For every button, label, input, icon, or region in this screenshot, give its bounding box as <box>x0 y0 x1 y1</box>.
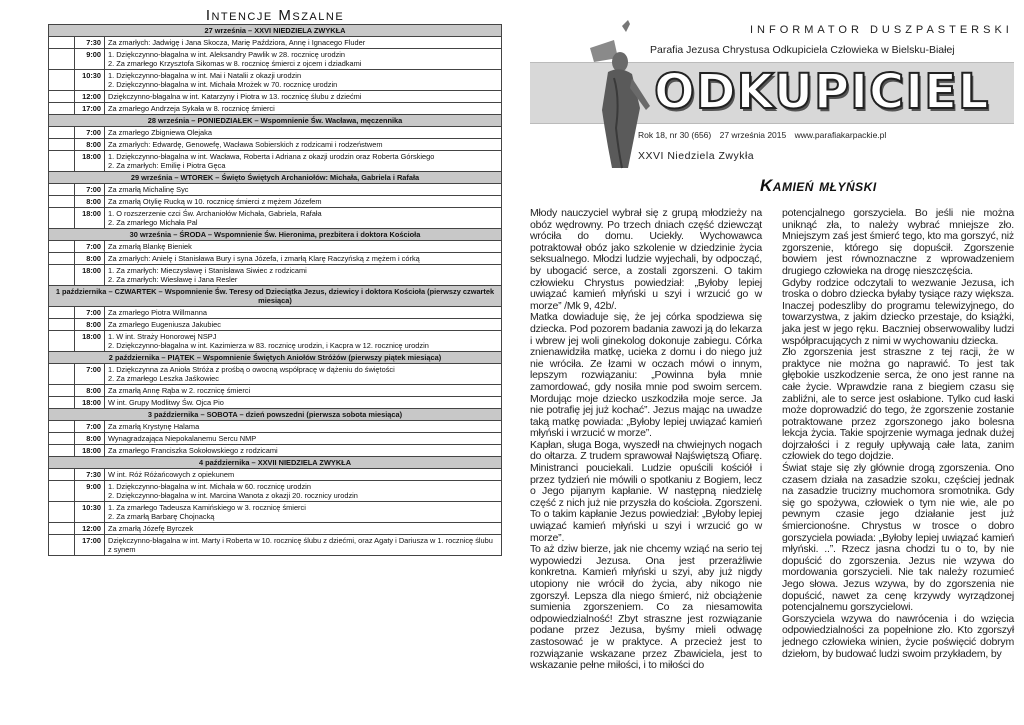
liturgical-sunday: XXVI Niedziela Zwykła <box>638 150 755 162</box>
mass-row <box>49 364 502 385</box>
row-margin <box>49 481 75 502</box>
mass-time: 8:00 <box>75 319 105 331</box>
mass-intention: Dziękczynno-błagalna w int. Katarzyny i Piotra w 13. rocznicę ślubu z dziećmi <box>105 91 502 103</box>
row-margin <box>49 265 75 286</box>
mass-row <box>49 91 502 103</box>
day-header: 29 września – WTOREK – Święto Świętych Archaniołów: Michała, Gabriela i Rafała <box>49 172 502 184</box>
mass-time: 7:30 <box>75 37 105 49</box>
day-header-row <box>49 457 502 469</box>
mass-intention: Za zmarłego Franciszka Sokołowskiego z rodzicami <box>105 445 502 457</box>
mass-intention: Za zmarłą Józefę Byrczek <box>105 523 502 535</box>
mass-row <box>49 265 502 286</box>
informator-label: INFORMATOR DUSZPASTERSKI <box>750 24 1013 36</box>
mass-intention: Za zmarłego Zbigniewa Olejaka <box>105 127 502 139</box>
day-header-row <box>49 286 502 307</box>
day-header-row <box>49 115 502 127</box>
mass-intention: 1. Dziękczynno-błagalna w int. Aleksandry Pawlik w 28. rocznicę urodzin 2. Za zmarłego Krzysztofa Sikomas w 8. rocznicę śmierci z ojcem i dziadkami <box>105 49 502 70</box>
mass-row <box>49 433 502 445</box>
mass-time: 17:00 <box>75 535 105 556</box>
mass-time: 8:00 <box>75 385 105 397</box>
mass-row <box>49 481 502 502</box>
mass-row <box>49 151 502 172</box>
row-margin <box>49 385 75 397</box>
row-margin <box>49 445 75 457</box>
row-margin <box>49 331 75 352</box>
day-header-row <box>49 172 502 184</box>
issue-number: Rok 18, nr 30 (656) <box>638 130 712 140</box>
row-margin <box>49 469 75 481</box>
mass-intention: Za zmarłych: Jadwigę i Jana Skocza, Marię Paździora, Annę i Ignacego Fluder <box>105 37 502 49</box>
row-margin <box>49 91 75 103</box>
row-margin <box>49 151 75 172</box>
mass-time: 8:00 <box>75 433 105 445</box>
article-column-1 <box>530 208 762 672</box>
mass-time: 7:00 <box>75 127 105 139</box>
issue-info <box>638 130 892 140</box>
mass-intention: W int. Grupy Modlitwy Św. Ojca Pio <box>105 397 502 409</box>
row-margin <box>49 535 75 556</box>
row-margin <box>49 196 75 208</box>
row-margin <box>49 502 75 523</box>
mass-time: 12:00 <box>75 523 105 535</box>
mass-time: 18:00 <box>75 208 105 229</box>
intentions-panel <box>48 8 502 556</box>
mass-row <box>49 502 502 523</box>
parish-name: Parafia Jezusa Chrystusa Odkupiciela Człowieka w Bielsku-Białej <box>650 44 955 56</box>
mass-time: 7:00 <box>75 364 105 385</box>
bulletin-title: ODKUPICIEL <box>654 64 990 120</box>
mass-time: 7:00 <box>75 421 105 433</box>
day-header: 3 października – SOBOTA – dzień powszedni (pierwsza sobota miesiąca) <box>49 409 502 421</box>
article-text-2: potencjalnego gorszyciela. Bo jeśli nie można uniknąć zła, to należy wybrać mniejsze zło. Mniejszym zaś jest śmierć tego, kto ma gorszyć, niż zgorszenie, którego się dopuścił. Zgorszenie bowiem jest równoznaczne z wprowadzeniem drugiego człowieka na drogę nieszczęścia. Gdyby rodzice odczytali to wezwanie Jezusa, ich troska o dobro dziecka byłaby tysiące razy większa. Inaczej podeszliby do programu telewizyjnego, do towarzystwa, z jakim dziecko przestaje, do książki, jaka jest w jego ręku. Baczniej obserwowaliby ludzi współpracujących z nimi w wychowaniu dziecka. Zło zgorszenia jest straszne z tej racji, że w praktyce nie można go naprawić. To jest tak głębokie uszkodzenie serca, że ono jest ranne na całe życie. Wprawdzie rana z biegiem czasu się zabliźni, ale to serce jest osłabione. Tylko cud łaski może doprowadzić do tego, że zgorszenie zostanie potraktowane przez zgorszonego jako bolesna lekcja życia. Takie spojrzenie wymaga jednak dużej dojrzałości i z reguły upływają całe lata, zanim człowiek do tego dojdzie. Świat staje się zły głównie drogą zgorszenia. Ono czasem działa na zasadzie szoku, częściej jednak na zasadzie trucizny muchomora sromotnika. Gdy się go spożywa, człowiek o tym nie wie, ale po pewnym czasie jego działanie jest już śmiercionośne. Chrystus w trosce o dobro gorszyciela powiada: „Byłoby lepiej uwiązać kamień młyński. ..”. Rzecz jasna chodzi tu o to, by nie dopuścić do zgorszenia. Jezus nie wzywa do mordowania gorszycieli. Nie tak należy rozumieć Jego słowa. Jezus wzywa, by do zgorszenia nie dopuścić, nawet za cenę krzywdy wyrządzonej potencjalnemu gorszycielowi. Gorszyciela wzywa do nawrócenia i do wzięcia odpowiedzialności za popełnione zło. Kto zgorszył jednego człowieka winien, życie poświęcić dobrym dziełom, by budować ludzi swoim przykładem, by <box>782 207 1014 660</box>
mass-time: 8:00 <box>75 196 105 208</box>
bulletin-front <box>520 0 1024 725</box>
row-margin <box>49 253 75 265</box>
mass-intention: Za zmarłych: Edwardę, Genowefę, Wacława Sobierskich z rodzicami i rodzeństwem <box>105 139 502 151</box>
mass-intention: Za zmarłego Piotra Willmanna <box>105 307 502 319</box>
mass-time: 9:00 <box>75 49 105 70</box>
mass-time: 18:00 <box>75 445 105 457</box>
mass-row <box>49 307 502 319</box>
mass-row <box>49 139 502 151</box>
day-header-row <box>49 229 502 241</box>
mass-time: 7:00 <box>75 241 105 253</box>
mass-row <box>49 208 502 229</box>
row-margin <box>49 184 75 196</box>
mass-intention: Za zmarłego Eugeniusza Jakubiec <box>105 319 502 331</box>
day-header: 1 października – CZWARTEK – Wspomnienie Św. Teresy od Dzieciątka Jezus, dziewicy i doktora Kościoła (pierwszy czwartek miesiąca) <box>49 286 502 307</box>
row-margin <box>49 139 75 151</box>
mass-intention: 1. Dziękczynno-błagalna w int. Wacława, Roberta i Adriana z okazji urodzin oraz Roberta Górskiego 2. Za zmarłych: Emilię i Piotra Gęca <box>105 151 502 172</box>
row-margin <box>49 103 75 115</box>
mass-intention: Za zmarłą Annę Rąba w 2. rocznicę śmierci <box>105 385 502 397</box>
mass-time: 7:00 <box>75 307 105 319</box>
mass-time: 17:00 <box>75 103 105 115</box>
mass-time: 10:30 <box>75 70 105 91</box>
mass-row <box>49 385 502 397</box>
mass-row <box>49 445 502 457</box>
mass-row <box>49 241 502 253</box>
issue-date: 27 września 2015 <box>719 130 787 140</box>
article-column-2 <box>782 208 1014 660</box>
mass-intention: Za zmarłą Krystynę Halama <box>105 421 502 433</box>
mass-row <box>49 319 502 331</box>
mass-time: 12:00 <box>75 91 105 103</box>
row-margin <box>49 364 75 385</box>
mass-time: 7:30 <box>75 469 105 481</box>
row-margin <box>49 127 75 139</box>
mass-intention: 1. Dziękczynno-błagalna w int. Mai i Natalii z okazji urodzin 2. Dziękczynno-błagalna w int. Michała Mrożek w 70. rocznicę urodzin <box>105 70 502 91</box>
mass-time: 9:00 <box>75 481 105 502</box>
mass-time: 8:00 <box>75 253 105 265</box>
mass-intention: Za zmarłego Andrzeja Sykała w 8. rocznicę śmierci <box>105 103 502 115</box>
mass-time: 18:00 <box>75 151 105 172</box>
website-link[interactable]: www.parafiakarpackie.pl <box>794 130 887 140</box>
mass-intention: Za zmarłą Blankę Bieniek <box>105 241 502 253</box>
row-margin <box>49 421 75 433</box>
mass-intention: W int. Róż Różańcowych z opiekunem <box>105 469 502 481</box>
mass-row <box>49 253 502 265</box>
day-header: 4 października – XXVII NIEDZIELA ZWYKŁA <box>49 457 502 469</box>
mass-intention: 1. Dziękczynna za Anioła Stróża z prośbą o owocną współpracę w dążeniu do świętości 2. Za zmarłego Leszka Jaśkowiec <box>105 364 502 385</box>
mass-time: 18:00 <box>75 397 105 409</box>
row-margin <box>49 208 75 229</box>
mass-time: 10:30 <box>75 502 105 523</box>
mass-row <box>49 421 502 433</box>
day-header: 28 września – PONIEDZIAŁEK – Wspomnienie Św. Wacława, męczennika <box>49 115 502 127</box>
mass-row <box>49 397 502 409</box>
mass-intention: Za zmarłych: Anielę i Stanisława Bury i syna Józefa, i zmarłą Klarę Raczyńską z mężem i córką <box>105 253 502 265</box>
mass-intention: 1. Za zmarłego Tadeusza Kamińskiego w 3. rocznicę śmierci 2. Za zmarłą Barbarę Chojnacką <box>105 502 502 523</box>
row-margin <box>49 307 75 319</box>
mass-intention: 1. W int. Straży Honorowej NSPJ 2. Dziękczynno-błagalna w int. Kazimierza w 83. rocznicę urodzin, i Kacpra w 12. rocznicę urodzin <box>105 331 502 352</box>
mass-intention: 1. Za zmarłych: Mieczysławę i Stanisława Siwiec z rodzicami 2. Za zmarłych: Wiesławę i Jana Resler <box>105 265 502 286</box>
intentions-heading: Intencje Mszalne <box>205 7 345 24</box>
article-text-1: Młody nauczyciel wybrał się z grupą młodzieży na obóz wędrowny. Po trzech dniach część dziewcząt wróciła do domu. Uciekły. Wychowawca potraktował obóz jako szkolenie w dziedzinie życia seksualnego. Młodzi ludzie wyjechali, by odpocząć, by ubogacić serce, a zostali zgorszeni. O takim człowieku Chrystus powiedział: „Byłoby lepiej uwiązać kamień młyński u szyi i wrzucić go w morze” /Mk 9, 42b/. Matka dowiaduje się, że jej córka spodziewa się dziecka. Pod pozorem badania zawozi ją do lekarza i wbrew jej woli ginekolog dokonuje zabiegu. Córka znienawidziła matkę, ucieka z domu i do niego już nie wróciła. Ze łzami w oczach mówi o innym, lepszym rozwiązaniu: „Powinna była mnie zamordować, gdy nosiła mnie pod swoim sercem. Mordując moje dziecko uszkodziła moje serce. Ja nie potrafię jej już kochać”. Jezus mając na uwadze taką matkę powiada: „Byłoby lepiej uwiązać kamień młyński i wrzucić w morze”. Kapłan, sługa Boga, wyszedł na chwiejnych nogach do ołtarza. Z trudem sprawował Najświętszą Ofiarę. Ministranci pouciekali. Ludzie opuścili kościół i przez tydzień nie mówili o spotkaniu z Bogiem, lecz o Jego pijanym kapłanie. W następną niedzielę część z nich już nie przyszła do kościoła. Zgorszeni. To o takim kapłanie Jezus powiedział: „Byłoby lepiej uwiązać kamień młyński u szyi i wrzucić go w morze”. To aż dziw bierze, jak nie chcemy wziąć na serio tej wypowiedzi Jezusa. Ona jest przerażliwie konkretna. Kamień młyński u szyi, aby już nigdy utopiony nie wrócił do życia, aby nikogo nie zgorszył. Lepsza dla niego śmierć, niż obciążenie sumienia zgorszeniem. Co za niesamowita odpowiedzialność! Zbyt straszne jest rozwiązanie podane przez Jezusa, byśmy mieli odwagę zastosować je w praktyce. A przecież jest to rozwiązanie wskazane przez Zbawiciela, jest to wskazanie pełne miłości, i to miłości do <box>530 207 762 672</box>
mass-time: 18:00 <box>75 265 105 286</box>
article-title: Kamień młyński <box>760 176 877 195</box>
mass-time: 18:00 <box>75 331 105 352</box>
mass-intention: 1. O rozszerzenie czci Św. Archaniołów Michała, Gabriela, Rafała 2. Za zmarłego Michała Pal <box>105 208 502 229</box>
row-margin <box>49 241 75 253</box>
mass-row <box>49 184 502 196</box>
mass-row <box>49 70 502 91</box>
mass-row <box>49 37 502 49</box>
day-header-row <box>49 409 502 421</box>
mass-time: 7:00 <box>75 184 105 196</box>
mass-time: 8:00 <box>75 139 105 151</box>
mass-table <box>48 24 502 556</box>
mass-intention: 1. Dziękczynno-błagalna w int. Michała w 60. rocznicę urodzin 2. Dziękczynno-błagalna w int. Marcina Wanota z okazji 20. rocznicy urodzin <box>105 481 502 502</box>
row-margin <box>49 70 75 91</box>
mass-row <box>49 49 502 70</box>
mass-row <box>49 523 502 535</box>
row-margin <box>49 523 75 535</box>
mass-row <box>49 103 502 115</box>
day-header: 27 września – XXVI NIEDZIELA ZWYKŁA <box>49 25 502 37</box>
mass-row <box>49 469 502 481</box>
row-margin <box>49 433 75 445</box>
mass-row <box>49 535 502 556</box>
mass-row <box>49 331 502 352</box>
mass-row <box>49 196 502 208</box>
row-margin <box>49 397 75 409</box>
row-margin <box>49 319 75 331</box>
row-margin <box>49 37 75 49</box>
mass-intention: Za zmarłą Michalinę Syc <box>105 184 502 196</box>
day-header: 30 września – ŚRODA – Wspomnienie Św. Hieronima, prezbitera i doktora Kościoła <box>49 229 502 241</box>
mass-intention: Dziękczynno-błagalna w int. Marty i Roberta w 10. rocznicę ślubu z dziećmi, oraz Agaty i Dariusza w 1. rocznicę ślubu z synem <box>105 535 502 556</box>
row-margin <box>49 49 75 70</box>
mass-row <box>49 127 502 139</box>
day-header: 2 października – PIĄTEK – Wspomnienie Świętych Aniołów Stróżów (pierwszy piątek miesiąca) <box>49 352 502 364</box>
mass-intention: Za zmarłą Otylię Rucką w 10. rocznicę śmierci z mężem Józefem <box>105 196 502 208</box>
mass-intention: Wynagradzająca Niepokalanemu Sercu NMP <box>105 433 502 445</box>
day-header-row <box>49 25 502 37</box>
day-header-row <box>49 352 502 364</box>
